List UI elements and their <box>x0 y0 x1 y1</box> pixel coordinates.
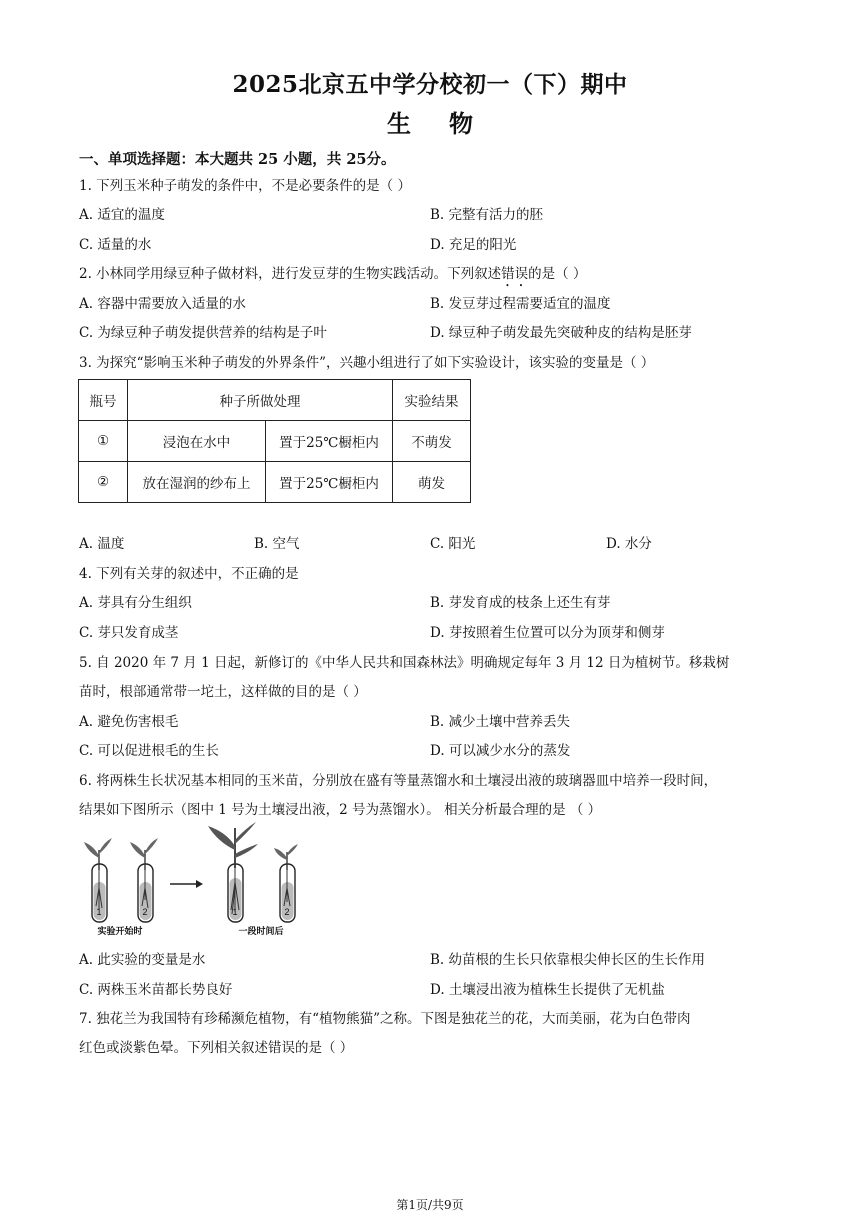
q1-option-d: D. 充足的阳光 <box>430 237 517 253</box>
test-tube-2-after <box>274 844 298 922</box>
subject-title: 生物 <box>387 109 511 138</box>
table-cell-bottle: ② <box>79 462 128 503</box>
figure-label-start: 实验开始时 <box>97 927 143 937</box>
q6-option-d: D. 土壤浸出液为植株生长提供了无机盐 <box>430 982 665 998</box>
table-cell-result: 不萌发 <box>393 421 471 462</box>
q3-option-c: C. 阳光 <box>430 536 476 552</box>
q5-option-c: C. 可以促进根毛的生长 <box>79 743 219 759</box>
section-heading: 一、单项选择题：本大题共 25 小题，共 25分。 <box>79 151 396 168</box>
corn-seedling-figure <box>78 822 318 937</box>
q2-option-a: A. 容器中需要放入适量的水 <box>79 296 246 312</box>
q4-option-d: D. 芽按照着生位置可以分为顶芽和侧芽 <box>430 625 665 641</box>
arrow-icon <box>170 880 203 888</box>
q4-option-a: A. 芽具有分生组织 <box>79 595 192 611</box>
svg-text:1: 1 <box>96 907 102 917</box>
question-6-stem-line2: 结果如下图所示（图中 1 号为土壤浸出液，2 号为蒸馏水）。 相关分析最合理的是 （ ） <box>79 802 602 818</box>
question-1-stem: 1. 下列玉米种子萌发的条件中，不是必要条件的是（ ） <box>79 178 411 194</box>
test-tube-1-start <box>84 838 112 922</box>
q2-option-d: D. 绿豆种子萌发最先突破种皮的结构是胚芽 <box>430 325 692 341</box>
table-cell-treatment: 置于25℃橱柜内 <box>266 462 393 503</box>
question-5-stem-line1: 5. 自 2020 年 7 月 1 日起，新修订的《中华人民共和国森林法》明确规定每年 3 月 12 日为植树节。移栽树 <box>79 655 730 671</box>
page-footer: 第1页/共9页 <box>396 1198 464 1212</box>
q1-option-b: B. 完整有活力的胚 <box>430 207 544 223</box>
question-4-stem: 4. 下列有关芽的叙述中，不正确的是 <box>79 566 299 582</box>
q5-option-d: D. 可以减少水分的蒸发 <box>430 743 571 759</box>
document-title: 2025北京五中学分校初一（下）期中 <box>232 71 628 98</box>
q5-option-a: A. 避免伤害根毛 <box>79 714 179 730</box>
q5-option-b: B. 减少土壤中营养丢失 <box>430 714 571 730</box>
table-header-bottle: 瓶号 <box>79 380 128 421</box>
q1-option-a: A. 适宜的温度 <box>79 207 165 223</box>
q6-option-b: B. 幼苗根的生长只依靠根尖伸长区的生长作用 <box>430 952 706 968</box>
q6-option-a: A. 此实验的变量是水 <box>79 952 206 968</box>
table-cell-treatment: 置于25℃橱柜内 <box>266 421 393 462</box>
question-7-stem-line2: 红色或淡紫色晕。下列相关叙述错误的是（ ） <box>79 1040 354 1056</box>
test-tube-1-after <box>208 822 258 922</box>
question-7-stem-line1: 7. 独花兰为我国特有珍稀濒危植物，有“植物熊猫”之称。下图是独花兰的花，大而美丽，花为白色带肉 <box>79 1011 691 1027</box>
q4-option-c: C. 芽只发育成茎 <box>79 625 179 641</box>
experiment-table <box>78 379 471 503</box>
q2-option-b: B. 发豆芽过程需要适宜的温度 <box>430 296 611 312</box>
svg-text:2: 2 <box>142 907 148 917</box>
table-cell-treatment: 浸泡在水中 <box>128 421 266 462</box>
question-6-stem-line1: 6. 将两株生长状况基本相同的玉米苗，分别放在盛有等量蒸馏水和土壤浸出液的玻璃器皿中培养一段时间， <box>79 773 718 789</box>
table-cell-bottle: ① <box>79 421 128 462</box>
question-3-stem: 3. 为探究“影响玉米种子萌发的外界条件”，兴趣小组进行了如下实验设计，该实验的变量是（ ） <box>79 355 655 371</box>
svg-text:2: 2 <box>284 907 290 917</box>
table-cell-result: 萌发 <box>393 462 471 503</box>
q1-option-c: C. 适量的水 <box>79 237 152 253</box>
q6-option-c: C. 两株玉米苗都长势良好 <box>79 982 233 998</box>
q3-option-a: A. 温度 <box>79 536 125 552</box>
figure-label-end: 一段时间后 <box>238 927 284 937</box>
q3-option-d: D. 水分 <box>606 536 652 552</box>
table-cell-treatment: 放在湿润的纱布上 <box>128 462 266 503</box>
question-5-stem-line2: 苗时，根部通常带一坨土，这样做的目的是（ ） <box>79 684 367 700</box>
svg-text:1: 1 <box>232 907 238 917</box>
q2-option-c: C. 为绿豆种子萌发提供营养的结构是子叶 <box>79 325 327 341</box>
table-header-result: 实验结果 <box>393 380 471 421</box>
question-2-stem: 2. 小林同学用绿豆种子做材料，进行发豆芽的生物实践活动。下列叙述错误的是（ ） <box>79 266 587 282</box>
emphasized-word: 错误 <box>501 266 529 282</box>
q3-option-b: B. 空气 <box>254 536 300 552</box>
test-tube-2-start <box>130 838 158 922</box>
table-header-treatment: 种子所做处理 <box>128 380 393 421</box>
q4-option-b: B. 芽发育成的枝条上还生有芽 <box>430 595 611 611</box>
